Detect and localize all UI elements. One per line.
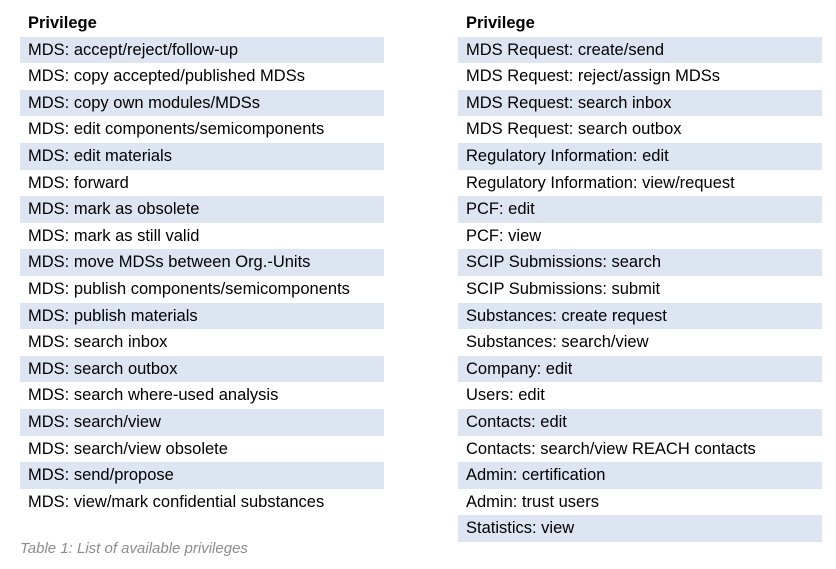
- table-row: Admin: certification: [458, 462, 822, 489]
- table-row: MDS: edit components/semicomponents: [28, 120, 325, 139]
- table-row: MDS Request: reject/assign MDSs: [466, 67, 721, 86]
- table-row: MDS: search where-used analysis: [28, 386, 279, 405]
- table-row: Substances: search/view: [466, 333, 649, 352]
- table-row: MDS: accept/reject/follow-up: [20, 37, 384, 64]
- table-row: PCF: edit: [458, 196, 822, 223]
- table-row: MDS: edit materials: [20, 143, 384, 170]
- table-row: MDS: publish components/semicomponents: [28, 279, 350, 298]
- table-row: SCIP Submissions: search: [458, 249, 822, 276]
- table-row: Admin: trust users: [466, 492, 599, 511]
- table-row: MDS: search/view obsolete: [28, 439, 228, 458]
- table-row: MDS: forward: [28, 173, 129, 192]
- table-row: MDS: search outbox: [20, 356, 384, 383]
- table-row: MDS: mark as still valid: [28, 226, 200, 245]
- table-row: MDS: search/view: [20, 409, 384, 436]
- privileges-table-left: [20, 10, 384, 515]
- table-row: SCIP Submissions: submit: [466, 279, 661, 298]
- table-row: Company: edit: [458, 356, 822, 383]
- table-header: Privilege: [458, 10, 822, 37]
- table-row: PCF: view: [466, 226, 542, 245]
- table-row: MDS: publish materials: [20, 303, 384, 330]
- table-row: MDS Request: create/send: [458, 37, 822, 64]
- table-caption: Table 1: List of available privileges: [20, 540, 248, 557]
- table-row: MDS: copy accepted/published MDSs: [28, 67, 305, 86]
- table-row: MDS: search inbox: [28, 333, 168, 352]
- table-row: Contacts: edit: [458, 409, 822, 436]
- table-row: MDS Request: search outbox: [466, 120, 682, 139]
- table-row: Users: edit: [466, 386, 545, 405]
- table-row: MDS: send/propose: [20, 462, 384, 489]
- table-row: MDS: mark as obsolete: [20, 196, 384, 223]
- table-row: MDS: view/mark confidential substances: [28, 492, 325, 511]
- table-row: Substances: create request: [458, 303, 822, 330]
- table-row: MDS: copy own modules/MDSs: [20, 90, 384, 117]
- table-row: Regulatory Information: view/request: [466, 173, 735, 192]
- table-row: MDS: move MDSs between Org.-Units: [20, 249, 384, 276]
- table-row: MDS Request: search inbox: [458, 90, 822, 117]
- table-row: Statistics: view: [458, 515, 822, 542]
- privileges-table-right: [458, 10, 822, 542]
- table-header: Privilege: [20, 10, 384, 37]
- table-row: Regulatory Information: edit: [458, 143, 822, 170]
- table-row: Contacts: search/view REACH contacts: [466, 439, 756, 458]
